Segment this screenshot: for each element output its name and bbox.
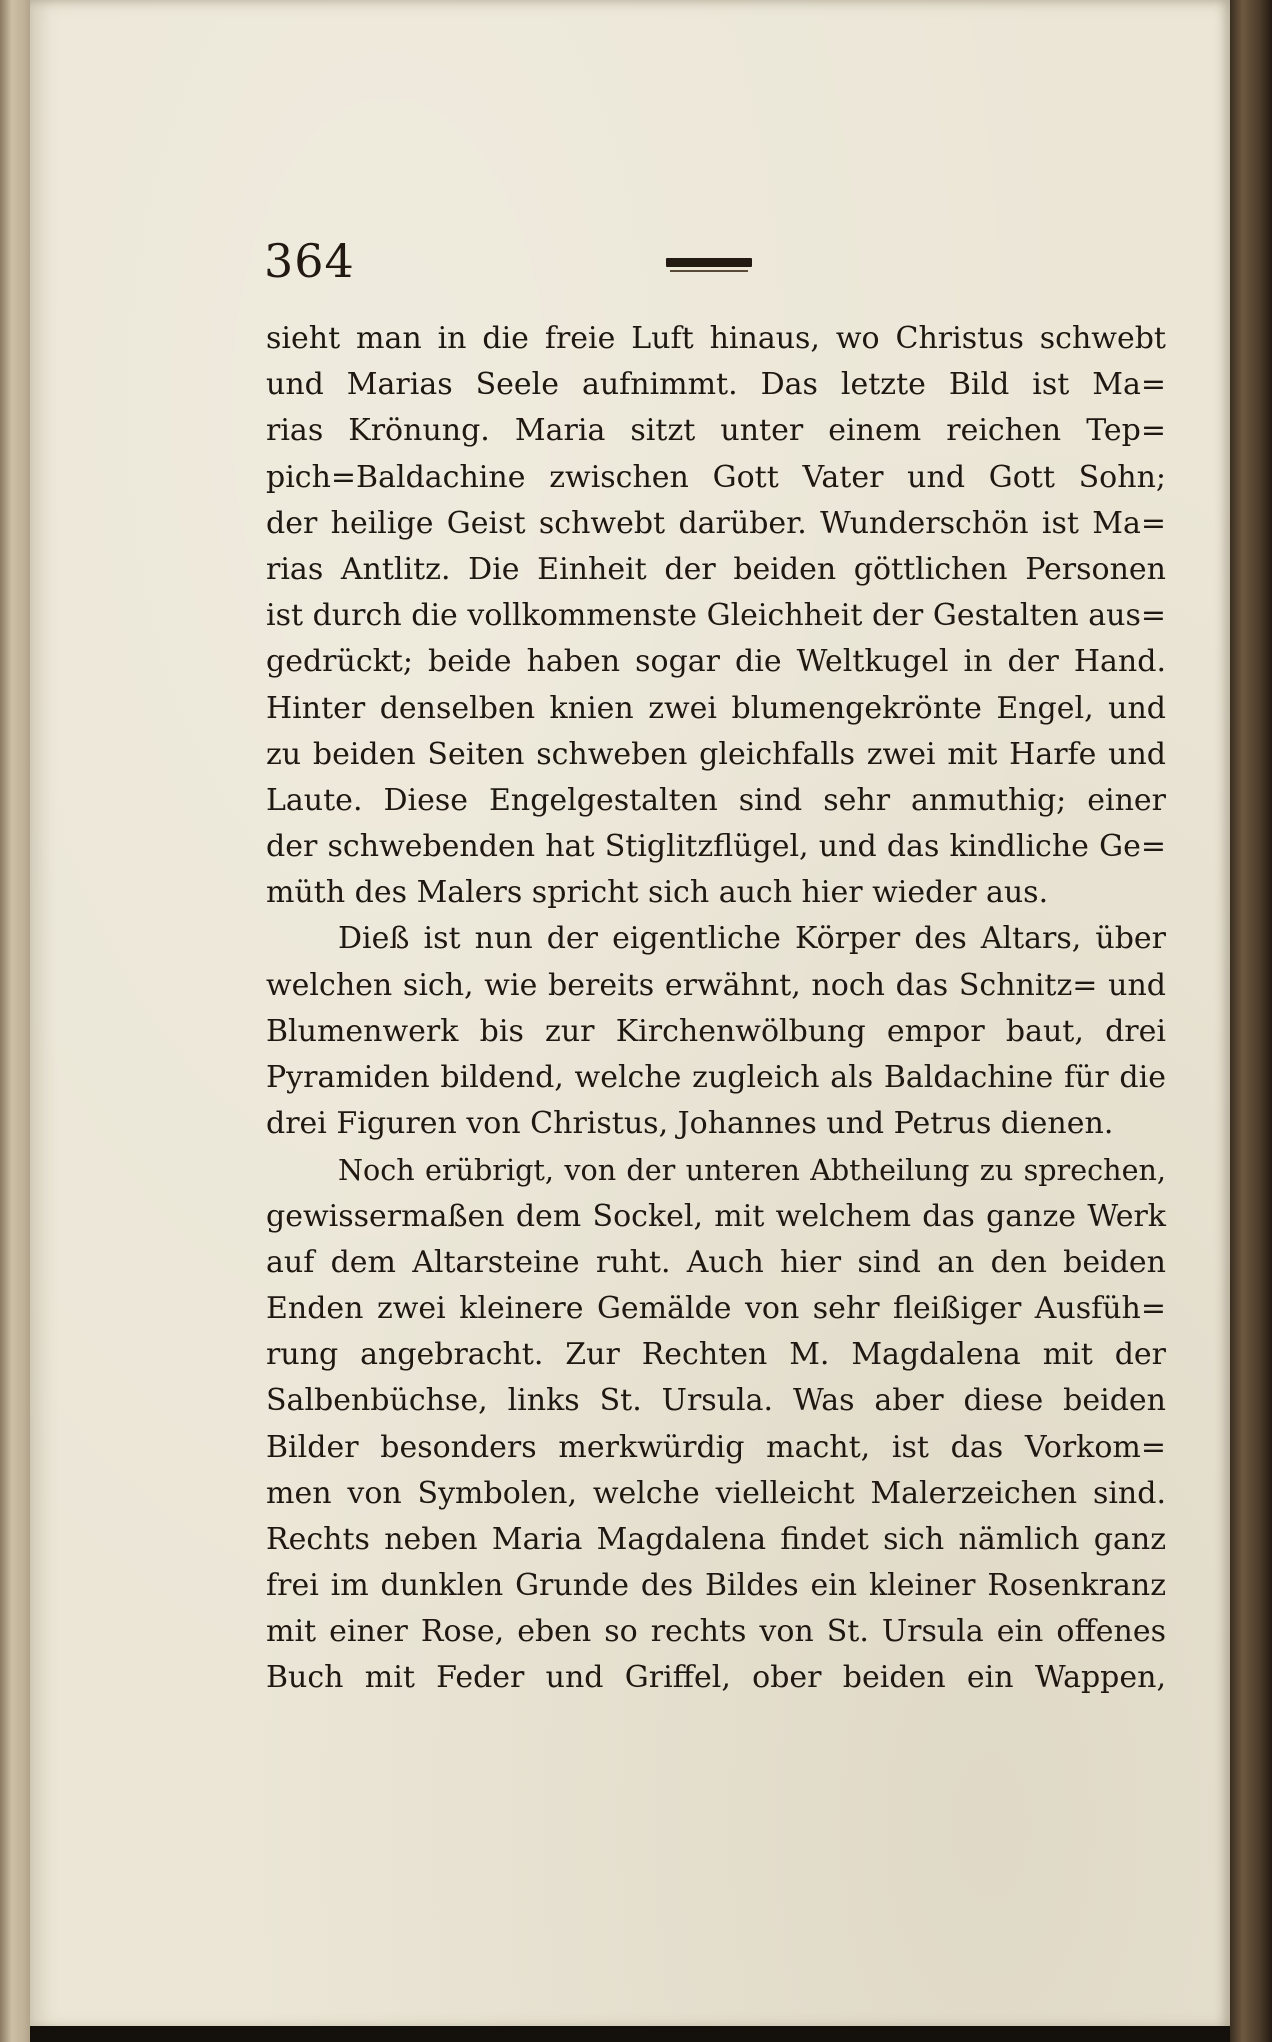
text-line: Hinter denselben knien zwei blumengekrönte Engel, und xyxy=(266,690,1166,726)
text-line: müth des Malers spricht sich auch hier wieder aus. xyxy=(266,875,1049,911)
text-line: welchen sich, wie bereits erwähnt, noch das Schnitz= und xyxy=(266,967,1166,1003)
text-line: gewissermaßen dem Sockel, mit welchem das ganze Werk xyxy=(266,1198,1166,1234)
page-number: 364 xyxy=(264,234,355,288)
text-line: rung angebracht. Zur Rechten M. Magdalena mit der xyxy=(266,1337,1166,1373)
text-line: zu beiden Seiten schweben gleichfalls zwei mit Harfe und xyxy=(266,736,1166,772)
text-line: mit einer Rose, eben so rechts von St. Ursula ein offenes xyxy=(266,1614,1166,1650)
text-line: gedrückt; beide haben sogar die Weltkugel in der Hand. xyxy=(266,644,1166,680)
text-line: Salbenbüchse, links St. Ursula. Was aber diese beiden xyxy=(266,1383,1166,1419)
header-rule xyxy=(666,258,752,267)
text-line: Noch erübrigt, von der unteren Abtheilung zu sprechen, xyxy=(338,1153,1166,1188)
text-line: rias Krönung. Maria sitzt unter einem reichen Tep= xyxy=(266,413,1166,449)
text-line: Blumenwerk bis zur Kirchenwölbung empor baut, drei xyxy=(266,1013,1166,1049)
text-line: auf dem Altarsteine ruht. Auch hier sind an den beiden xyxy=(266,1244,1166,1280)
book-edge xyxy=(1230,0,1272,2042)
page-header xyxy=(264,234,1164,294)
body-text xyxy=(266,316,1166,1702)
text-line: der heilige Geist schwebt darüber. Wunderschön ist Ma= xyxy=(266,505,1166,541)
text-line: pich=Baldachine zwischen Gott Vater und Gott Sohn; xyxy=(266,459,1166,495)
scan-bottom-border xyxy=(30,2026,1230,2042)
text-line: drei Figuren von Christus, Johannes und Petrus dienen. xyxy=(266,1106,1114,1142)
text-line: Buch mit Feder und Griffel, ober beiden ein Wappen, xyxy=(266,1660,1166,1696)
text-line: Bilder besonders merkwürdig macht, ist das Vorkom= xyxy=(266,1429,1166,1465)
text-line: ist durch die vollkommenste Gleichheit der Gestalten aus= xyxy=(266,598,1166,634)
header-rule-underline xyxy=(670,270,748,272)
text-line: und Marias Seele aufnimmt. Das letzte Bild ist Ma= xyxy=(266,367,1166,403)
facing-page-edge xyxy=(0,0,34,2042)
text-line: frei im dunklen Grunde des Bildes ein kleiner Rosenkranz xyxy=(266,1568,1166,1604)
text-line: Laute. Diese Engelgestalten sind sehr anmuthig; einer xyxy=(266,782,1166,818)
text-line: sieht man in die freie Luft hinaus, wo Christus schwebt xyxy=(266,321,1166,356)
text-line: der schwebenden hat Stiglitzflügel, und das kindliche Ge= xyxy=(266,829,1166,865)
text-line: Enden zwei kleinere Gemälde von sehr fleißiger Ausfüh= xyxy=(266,1290,1166,1326)
text-line: Rechts neben Maria Magdalena findet sich nämlich ganz xyxy=(266,1521,1166,1557)
text-line: Dieß ist nun der eigentliche Körper des Altars, über xyxy=(338,921,1166,957)
text-line: rias Antlitz. Die Einheit der beiden göttlichen Personen xyxy=(266,551,1166,587)
text-line: Pyramiden bildend, welche zugleich als Baldachine für die xyxy=(266,1060,1166,1095)
text-line: men von Symbolen, welche vielleicht Malerzeichen sind. xyxy=(266,1475,1166,1511)
